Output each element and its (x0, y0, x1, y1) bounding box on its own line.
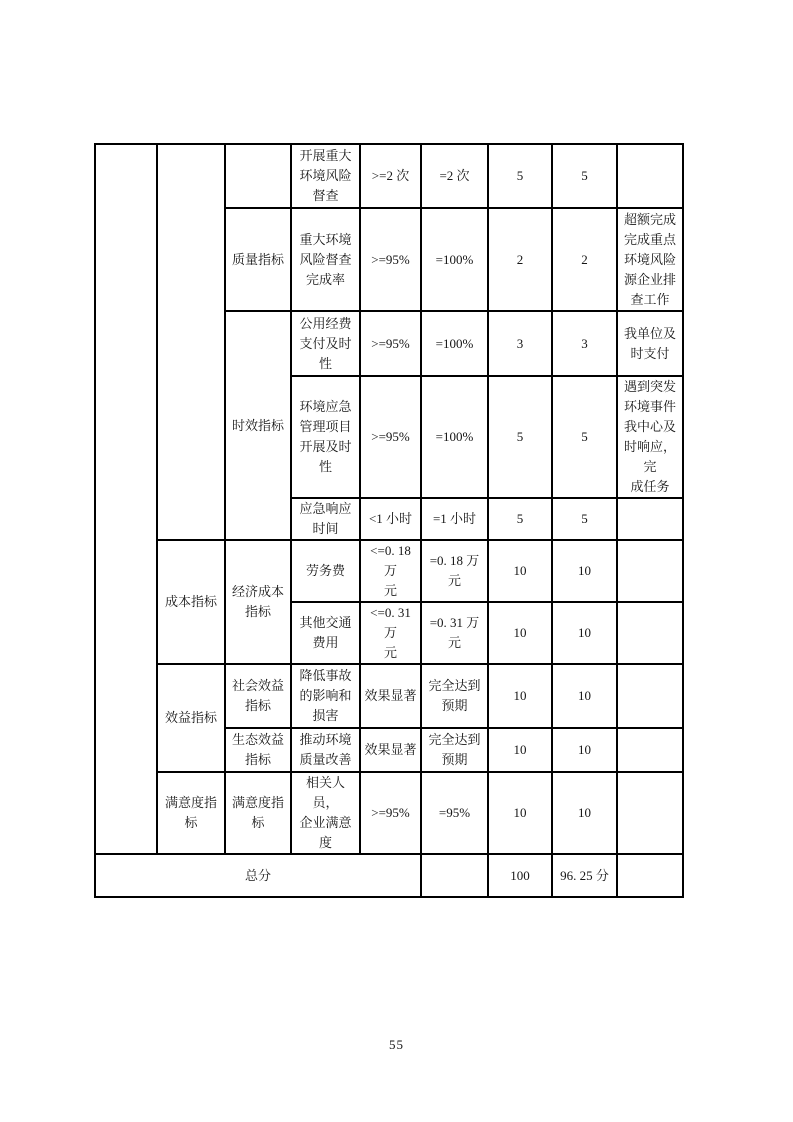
remark-cell (617, 728, 683, 772)
score-cell: 10 (552, 728, 617, 772)
level3-category-cell: 质量指标 (225, 208, 291, 311)
remark-cell: 我单位及 时支付 (617, 311, 683, 376)
score-cell: 2 (552, 208, 617, 311)
total-row (95, 854, 683, 897)
actual-value-cell: =100% (421, 208, 488, 311)
total-score-cell: 96. 25 分 (552, 854, 617, 897)
level3-category-cell: 经济成本 指标 (225, 540, 291, 664)
actual-value-cell: =2 次 (421, 144, 488, 208)
actual-value-cell: =0. 18 万元 (421, 540, 488, 602)
score-cell: 5 (552, 376, 617, 498)
target-value-cell: >=2 次 (360, 144, 421, 208)
level3-category-cell: 生态效益 指标 (225, 728, 291, 772)
level2-category-cell: 效益指标 (157, 664, 225, 772)
actual-value-cell: =100% (421, 311, 488, 376)
performance-indicator-table (94, 143, 684, 898)
target-value-cell: <=0. 18 万 元 (360, 540, 421, 602)
table-row (95, 772, 683, 854)
remark-cell (617, 144, 683, 208)
score-cell: 10 (552, 772, 617, 854)
level1-category-cell (95, 144, 157, 854)
table-row (95, 664, 683, 728)
points-cell: 5 (488, 376, 552, 498)
remark-cell: 超额完成 完成重点 环境风险 源企业排 查工作 (617, 208, 683, 311)
total-remark-cell (617, 854, 683, 897)
total-label-cell: 总分 (95, 854, 421, 897)
points-cell: 10 (488, 664, 552, 728)
indicator-name-cell: 其他交通 费用 (291, 602, 360, 664)
target-value-cell: 效果显著 (360, 664, 421, 728)
table-row (95, 540, 683, 602)
target-value-cell: >=95% (360, 772, 421, 854)
score-cell: 10 (552, 664, 617, 728)
total-points-cell: 100 (488, 854, 552, 897)
remark-cell (617, 664, 683, 728)
actual-value-cell: =0. 31 万元 (421, 602, 488, 664)
remark-cell: 遇到突发 环境事件 我中心及 时响应，完 成任务 (617, 376, 683, 498)
level3-category-cell: 满意度指 标 (225, 772, 291, 854)
points-cell: 5 (488, 498, 552, 540)
page-number: 55 (389, 1037, 404, 1052)
target-value-cell: >=95% (360, 376, 421, 498)
target-value-cell: 效果显著 (360, 728, 421, 772)
remark-cell (617, 540, 683, 602)
score-cell: 5 (552, 498, 617, 540)
score-cell: 3 (552, 311, 617, 376)
target-value-cell: >=95% (360, 208, 421, 311)
score-cell: 10 (552, 602, 617, 664)
points-cell: 10 (488, 602, 552, 664)
points-cell: 10 (488, 728, 552, 772)
indicator-name-cell: 开展重大 环境风险 督查 (291, 144, 360, 208)
remark-cell (617, 602, 683, 664)
level2-category-cell: 满意度指 标 (157, 772, 225, 854)
level3-category-cell: 时效指标 (225, 311, 291, 540)
points-cell: 3 (488, 311, 552, 376)
level3-category-cell (225, 144, 291, 208)
actual-value-cell: 完全达到 预期 (421, 664, 488, 728)
remark-cell (617, 772, 683, 854)
indicator-name-cell: 劳务费 (291, 540, 360, 602)
actual-value-cell: =100% (421, 376, 488, 498)
level2-category-cell: 成本指标 (157, 540, 225, 664)
level3-category-cell: 社会效益 指标 (225, 664, 291, 728)
remark-cell (617, 498, 683, 540)
indicator-name-cell: 降低事故 的影响和 损害 (291, 664, 360, 728)
points-cell: 10 (488, 772, 552, 854)
target-value-cell: <=0. 31 万 元 (360, 602, 421, 664)
indicator-name-cell: 应急响应 时间 (291, 498, 360, 540)
indicator-name-cell: 相关人员， 企业满意 度 (291, 772, 360, 854)
target-value-cell: >=95% (360, 311, 421, 376)
score-cell: 10 (552, 540, 617, 602)
level2-category-cell (157, 144, 225, 540)
actual-value-cell: 完全达到 预期 (421, 728, 488, 772)
score-cell: 5 (552, 144, 617, 208)
actual-value-cell: =1 小时 (421, 498, 488, 540)
points-cell: 5 (488, 144, 552, 208)
points-cell: 2 (488, 208, 552, 311)
target-value-cell: <1 小时 (360, 498, 421, 540)
actual-value-cell: =95% (421, 772, 488, 854)
indicator-name-cell: 推动环境 质量改善 (291, 728, 360, 772)
total-actual-cell (421, 854, 488, 897)
points-cell: 10 (488, 540, 552, 602)
indicator-name-cell: 公用经费 支付及时 性 (291, 311, 360, 376)
indicator-name-cell: 重大环境 风险督查 完成率 (291, 208, 360, 311)
table-row (95, 144, 683, 208)
indicator-name-cell: 环境应急 管理项目 开展及时 性 (291, 376, 360, 498)
